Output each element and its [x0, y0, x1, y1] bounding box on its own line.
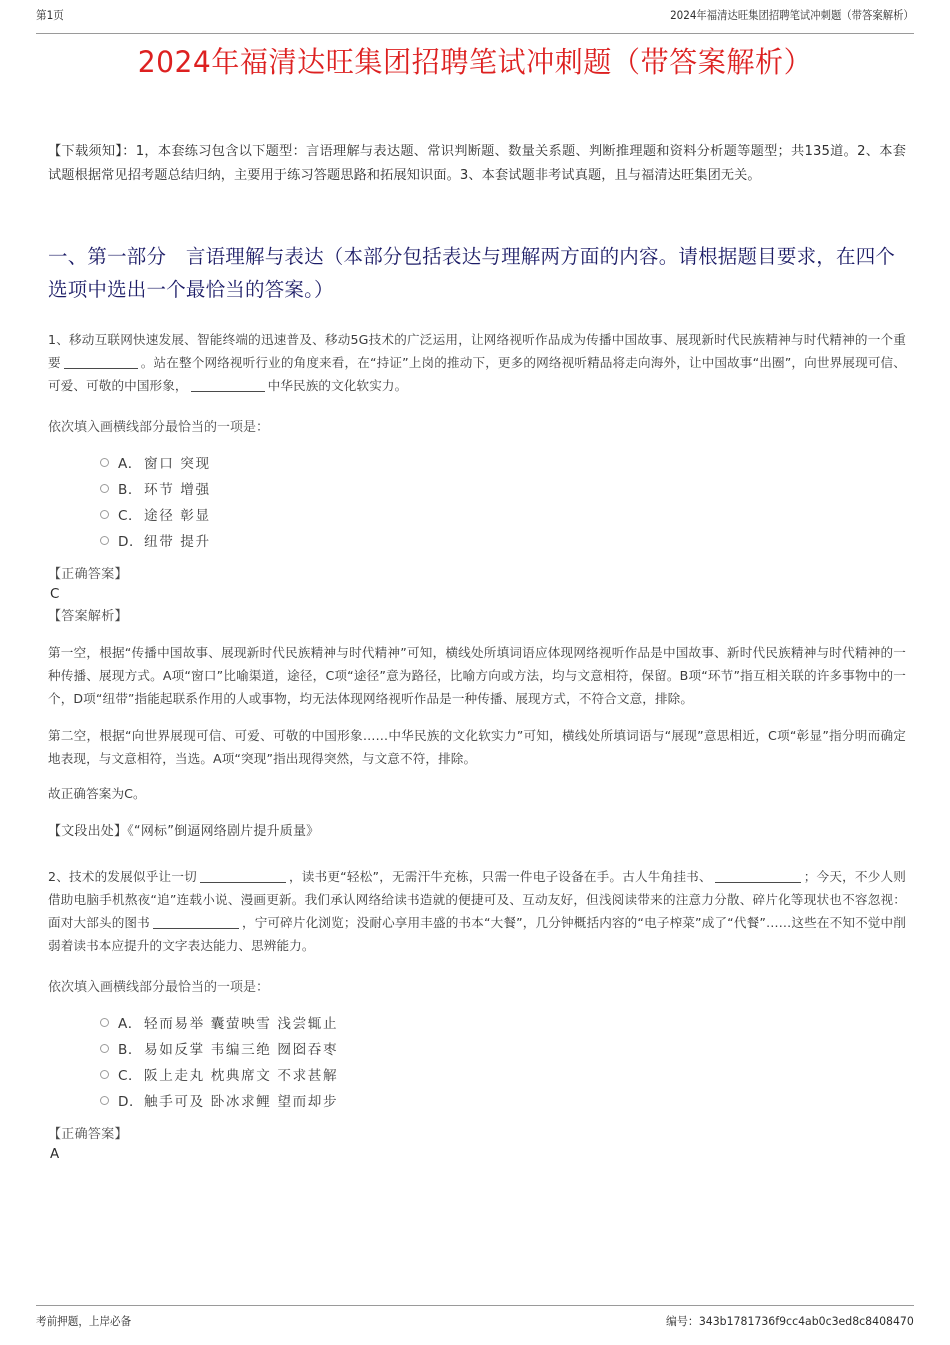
analysis-paragraph-2: 第二空，根据“向世界展现可信、可爱、可敬的中国形象……中华民族的文化软实力”可知，横线处所填词语与“展现”意思相近，C项“彰显”指分明而确定地表现，与文意相符，当选。A项“突现”指出现得突然，与文意不符，排除。 [48, 728, 906, 766]
correct-answer-value: C [50, 587, 60, 602]
question-stem-part-3: ；今天，不少人则借助电脑手机熬夜“追”连载小说、漫画更新。我们承认网络给读书造就的便捷可及、互动友好，但浅阅读带来的注意力分散、碎片化等现状也不容忽视：面对大部头的图书 [48, 869, 906, 930]
option-text: 阪上走丸 枕典席文 不求甚解 [144, 1068, 339, 1084]
radio-icon[interactable] [100, 1070, 109, 1079]
question-item [48, 328, 906, 843]
source-label: 【文段出处】 [48, 824, 128, 839]
download-notice: 【下载须知】：1，本套练习包含以下题型：言语理解与表达题、常识判断题、数量关系题、判断推理题和资料分析题等题型；共135道。2、本套试题根据常见招考题总结归纳，主要用于练习答题思路和拓展知识面。3、本套试题非考试真题，且与福清达旺集团无关。 [48, 144, 906, 183]
fill-blank [153, 917, 239, 929]
question-stem-part-2: 。站在整个网络视听行业的角度来看，在“持证”上岗的推动下，更多的网络视听精品将走向海外，让中国故事“出圈”，向世界展现可信、可爱、可敬的中国形象， [48, 355, 906, 393]
question-stem-part-1: 2、技术的发展似乎让一切 [48, 869, 197, 884]
running-footer [36, 1305, 914, 1331]
running-header-title: 2024年福清达旺集团招聘笔试冲刺题（带答案解析） [670, 8, 914, 22]
analysis-paragraph-1: 第一空，根据“传播中国故事、展现新时代民族精神与时代精神”可知，横线处所填词语应体现网络视听作品是中国故事、新时代民族精神与时代精神的一种传播、展现方式。A项“窗口”比喻渠道，途径，C项“途径”意为路径，比喻方向或方法，均与文意相符，保留。B项“环节”指互相关联的许多事物中的一个，D项“纽带”指能起联系作用的人或事物，均无法体现网络视听作品是一种传播、展现方式，不符合文意，排除。 [48, 645, 906, 706]
option-letter: B． [118, 482, 142, 498]
option-b[interactable] [100, 1035, 906, 1061]
option-c[interactable] [100, 1061, 906, 1087]
option-text: 易如反掌 韦编三绝 囫囵吞枣 [144, 1042, 339, 1058]
option-text: 途径 彰显 [144, 508, 211, 524]
option-a[interactable] [100, 449, 906, 475]
option-b[interactable] [100, 475, 906, 501]
footer-document-id [666, 1313, 914, 1329]
fill-blank [200, 871, 286, 883]
option-list [48, 449, 906, 553]
correct-answer-label: 【正确答案】 [48, 1127, 128, 1142]
option-text: 纽带 提升 [144, 534, 211, 550]
source-line [48, 821, 906, 843]
radio-icon[interactable] [100, 458, 109, 467]
fill-blank [715, 871, 801, 883]
option-d[interactable] [100, 1087, 906, 1113]
option-text: 环节 增强 [144, 482, 211, 498]
option-letter: C． [118, 1068, 143, 1084]
option-c[interactable] [100, 501, 906, 527]
option-letter: B． [118, 1042, 142, 1058]
radio-icon[interactable] [100, 536, 109, 545]
radio-icon[interactable] [100, 1018, 109, 1027]
radio-icon[interactable] [100, 1096, 109, 1105]
analysis-label: 【答案解析】 [48, 609, 128, 624]
fill-blank [64, 357, 138, 369]
option-a[interactable] [100, 1009, 906, 1035]
radio-icon[interactable] [100, 484, 109, 493]
correct-answer-value: A [50, 1147, 60, 1162]
question-stem [48, 865, 906, 957]
page-title: 2024年福清达旺集团招聘笔试冲刺题（带答案解析） [137, 45, 813, 79]
footer-slogan: 考前押题，上岸必备 [36, 1314, 132, 1328]
section-heading: 一、第一部分 言语理解与表达（本部分包括表达与理解两方面的内容。请根据题目要求，在四个选项中选出一个最恰当的答案。） [48, 245, 896, 301]
option-letter: A． [118, 456, 142, 472]
option-text: 触手可及 卧冰求鲤 望而却步 [144, 1094, 339, 1110]
option-list [48, 1009, 906, 1113]
radio-icon[interactable] [100, 510, 109, 519]
question-stem-part-1: 1、移动互联网快速发展、智能终端的迅速普及、移动5G技术的广泛运用，让网络视听作品成为传播中国故事、展现新时代民族精神与时代精神的一个重要 [48, 332, 906, 370]
radio-icon[interactable] [100, 1044, 109, 1053]
option-letter: D． [118, 534, 144, 550]
analysis-conclusion: 故正确答案为C。 [48, 786, 146, 801]
question-item [48, 865, 906, 1165]
option-letter: D． [118, 1094, 144, 1110]
question-stem-part-2: ，读书更“轻松”，无需汗牛充栋，只需一件电子设备在手。古人牛角挂书、 [288, 869, 712, 884]
question-stem-part-4: ，宁可碎片化浏览；没耐心享用丰盛的书本“大餐”，几分钟概括内容的“电子榨菜”成了“代餐”……这些在不知不觉中削弱着读书本应提升的文字表达能力、思辨能力。 [48, 915, 906, 953]
option-d[interactable] [100, 527, 906, 553]
correct-answer-label: 【正确答案】 [48, 567, 128, 582]
running-header [36, 8, 914, 34]
question-stem [48, 328, 906, 397]
fill-blank [191, 380, 265, 392]
document-body [48, 140, 906, 1165]
document-id-value: 343b1781736f9cc4ab0c3ed8c8408470 [698, 1314, 914, 1328]
option-text: 轻而易举 囊萤映雪 浅尝辄止 [144, 1016, 339, 1032]
question-stem-part-3: 中华民族的文化软实力。 [267, 378, 408, 393]
question-prompt: 依次填入画横线部分最恰当的一项是： [48, 420, 270, 435]
document-id-label: 编号： [666, 1314, 699, 1328]
option-text: 窗口 突现 [144, 456, 211, 472]
option-letter: C． [118, 508, 143, 524]
option-letter: A． [118, 1016, 142, 1032]
source-value: 《“网标”倒逼网络剧片提升质量》 [127, 824, 320, 839]
page-number-label: 第1页 [36, 8, 64, 22]
question-prompt: 依次填入画横线部分最恰当的一项是： [48, 980, 270, 995]
